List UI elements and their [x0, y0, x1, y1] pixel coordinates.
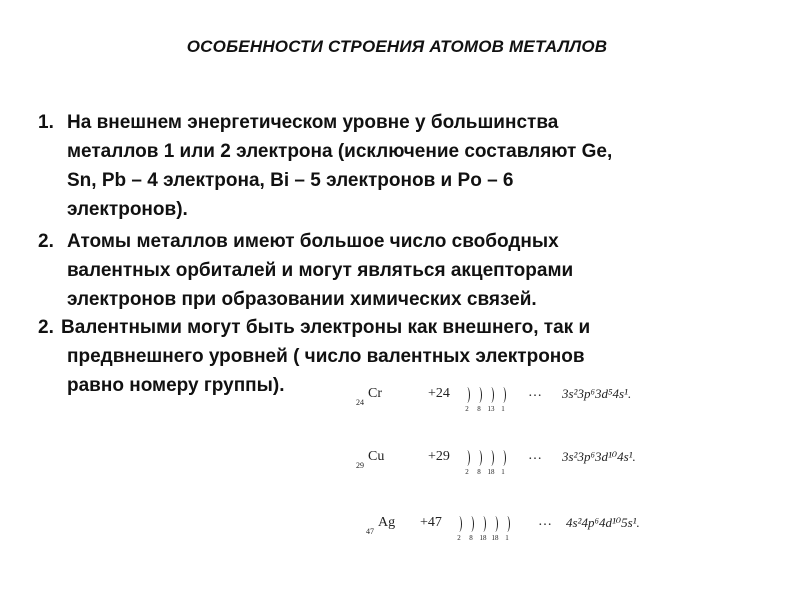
shell-count: 13 — [487, 405, 495, 413]
point-1 — [38, 108, 738, 224]
shell-count: 18 — [479, 534, 487, 542]
shell-arc — [500, 387, 506, 403]
nuclear-charge: +24 — [428, 386, 450, 401]
shell-arc — [488, 387, 494, 403]
shell-arc — [488, 450, 494, 466]
shell-count: 2 — [457, 534, 461, 542]
shell-count: 1 — [505, 534, 509, 542]
atomic-number: 29 — [356, 461, 364, 470]
point-line: предвнешнего уровней ( число валентных электронов — [67, 346, 585, 367]
slide-title: ОСОБЕННОСТИ СТРОЕНИЯ АТОМОВ МЕТАЛЛОВ — [186, 37, 608, 56]
element-symbol: Ag — [378, 515, 396, 530]
atomic-number: 24 — [356, 398, 364, 407]
point-line: электронов). — [67, 199, 188, 220]
atomic-number: 47 — [366, 527, 374, 536]
shell-arc — [456, 516, 462, 532]
shell-arc — [480, 516, 486, 532]
config-ag — [366, 510, 706, 546]
point-line: Атомы металлов имеют большое число свободных — [67, 231, 559, 252]
electron-formula: 3s²3p⁶3d¹⁰4s¹. — [562, 449, 636, 464]
electron-formula: 4s²4p⁶4d¹⁰5s¹. — [566, 515, 640, 530]
shell-count: 18 — [487, 468, 495, 476]
shell-count: 8 — [477, 468, 481, 476]
shell-count: 8 — [477, 405, 481, 413]
point-number: 1. — [38, 112, 54, 133]
point-line: равно номеру группы). — [67, 375, 285, 396]
ellipsis: … — [538, 514, 553, 529]
shell-arc — [500, 450, 506, 466]
shell-count: 8 — [469, 534, 473, 542]
shell-arc — [476, 450, 482, 466]
point-2 — [38, 227, 738, 314]
point-line: На внешнем энергетическом уровне у большинства — [67, 112, 559, 133]
shell-arc — [492, 516, 498, 532]
shell-count: 2 — [465, 468, 469, 476]
config-cr — [356, 381, 696, 417]
shell-arc — [504, 516, 510, 532]
element-symbol: Cu — [368, 449, 385, 464]
point-number: 2. — [38, 231, 54, 252]
nuclear-charge: +29 — [428, 449, 450, 464]
ellipsis: … — [528, 385, 543, 400]
shell-arc — [464, 450, 470, 466]
ellipsis: … — [528, 448, 543, 463]
point-line: электронов при образовании химических связей. — [67, 289, 537, 310]
shell-arc — [476, 387, 482, 403]
point-line: Sn, Pb – 4 электрона, Bi – 5 электронов и Po – 6 — [67, 170, 514, 191]
shell-count: 2 — [465, 405, 469, 413]
shell-count: 18 — [491, 534, 499, 542]
shell-arc — [468, 516, 474, 532]
point-line: металлов 1 или 2 электрона (исключение составляют Ge, — [67, 141, 613, 162]
point-line: Валентными могут быть электроны как внешнего, так и — [61, 317, 591, 338]
point-number: 2. — [38, 317, 54, 338]
electron-formula: 3s²3p⁶3d⁵4s¹. — [562, 386, 632, 401]
element-symbol: Cr — [368, 386, 382, 401]
shell-count: 1 — [501, 468, 505, 476]
point-line: валентных орбиталей и могут являться акцепторами — [67, 260, 574, 281]
nuclear-charge: +47 — [420, 515, 442, 530]
shell-arc — [464, 387, 470, 403]
config-cu — [356, 444, 696, 480]
shell-count: 1 — [501, 405, 505, 413]
